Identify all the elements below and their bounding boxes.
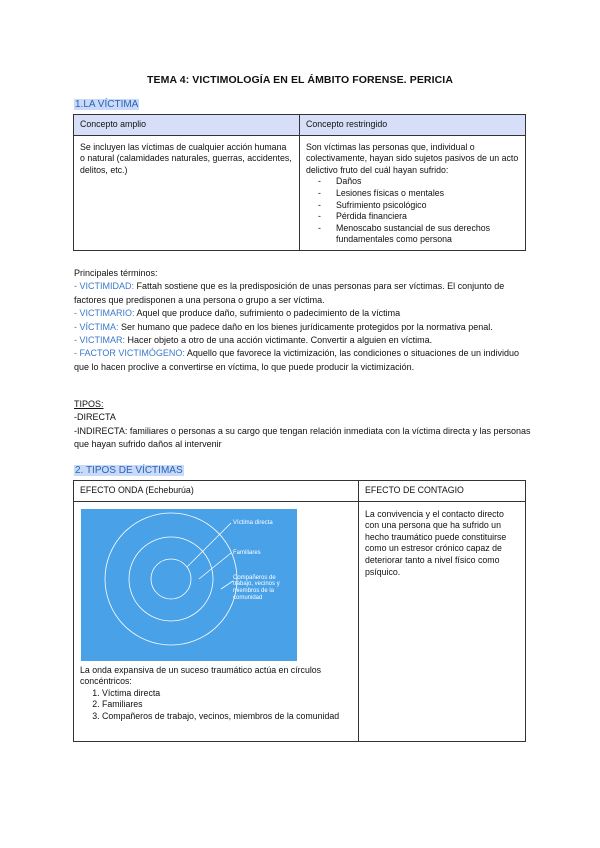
diagram-label-familiares: Familiares <box>233 549 261 556</box>
terms-block <box>74 267 534 374</box>
col-header-efecto-contagio: EFECTO DE CONTAGIO <box>359 481 526 502</box>
term-definition: Hacer objeto a otro de una acción victimante. Convertir a alguien en víctima. <box>125 335 433 346</box>
list-item: 2. Familiares <box>102 699 352 711</box>
section1-heading: 1.LA VÍCTIMA <box>75 99 139 110</box>
concentric-circles-diagram <box>81 509 297 661</box>
term-definition: Aquello que favorece la victimización, las condiciones o situaciones de un individuo que lo hacen proclive a convertirse en víctima, lo que puede producir la victimización. <box>74 348 520 372</box>
term-factor-victimogeno <box>74 347 534 374</box>
term-label: - VICTIMARIO: <box>74 308 135 319</box>
efecto-onda-cell <box>74 501 359 741</box>
section2-heading: 2. TIPOS DE VÍCTIMAS <box>75 465 183 476</box>
list-item: 3. Compañeros de trabajo, vecinos, miembros de la comunidad <box>102 711 352 723</box>
term-definition: Ser humano que padece daño en los bienes jurídicamente protegidos por la normativa penal. <box>118 321 493 332</box>
concepto-restringido-intro: Son víctimas las personas que, individual o colectivamente, hayan sido sujetos pasivos de un acto delictivo fruto del cuál hayan sufrido: <box>306 141 519 175</box>
term-label: - VICTIMIDAD: <box>74 281 134 292</box>
col-header-efecto-onda: EFECTO ONDA (Echeburúa) <box>74 481 359 502</box>
middle-circle <box>129 537 213 621</box>
term-label: - FACTOR VICTIMÓGENO: <box>74 348 185 359</box>
document-title: TEMA 4: VICTIMOLOGÍA EN EL ÁMBITO FORENSE. PERICIA <box>146 74 454 86</box>
tipos-heading: TIPOS: <box>74 399 104 409</box>
list-item: - Sufrimiento psicológico <box>336 200 519 212</box>
ripple-list <box>80 688 352 723</box>
list-item: - Menoscabo sustancial de sus derechos fundamentales como persona <box>336 223 519 246</box>
victim-concept-table <box>73 114 526 251</box>
concepto-restringido-cell <box>300 135 526 250</box>
terms-heading: Principales términos: <box>74 268 158 278</box>
list-item: - Daños <box>336 176 519 188</box>
tipo-indirecta: -INDIRECTA: familiares o personas a su cargo que tengan relación inmediata con la víctima directa y las personas que hayan sufrido daños al intervenir <box>74 425 531 450</box>
list-item: - Lesiones físicas o mentales <box>336 188 519 200</box>
efecto-onda-text: La onda expansiva de un suceso traumático actúa en círculos concéntricos: <box>80 664 322 687</box>
inner-circle <box>151 559 191 599</box>
label-leader-line <box>199 553 231 579</box>
label-leader-line <box>221 581 233 589</box>
victim-types-table <box>73 480 526 742</box>
damage-list <box>306 176 519 246</box>
efecto-contagio-text: La convivencia y el contacto directo con una persona que ha sufrido un hecho traumático puede constituirse como un estresor crónico capaz de deteriorar tanto a nivel físico como psíquico. <box>359 501 526 741</box>
col-header-restringido: Concepto restringido <box>300 115 526 136</box>
term-label: - VICTIMAR: <box>74 335 125 346</box>
col-header-amplio: Concepto amplio <box>74 115 300 136</box>
diagram-label-companeros: Compañeros de trabajo, vecinos y miembros de la comunidad <box>233 574 280 601</box>
tipo-directa: -DIRECTA <box>74 412 116 423</box>
term-definition: Fattah sostiene que es la predisposición de unas personas para ser víctimas. El conjunto de factores que predisponen a una persona o grupo a ser víctima. <box>74 281 505 305</box>
term-victimidad <box>74 280 534 307</box>
term-victimario <box>74 307 534 320</box>
list-item: - Pérdida financiera <box>336 211 519 223</box>
term-label: - VÍCTIMA: <box>74 321 119 332</box>
list-item: 1. Víctima directa <box>102 688 352 700</box>
diagram-label-victima: Víctima directa <box>233 519 273 526</box>
term-victimar <box>74 334 534 347</box>
term-definition: Aquel que produce daño, sufrimiento o padecimiento de la víctima <box>134 308 401 319</box>
tipos-block <box>74 398 544 452</box>
outer-circle <box>105 513 237 645</box>
term-victima <box>74 321 534 334</box>
concepto-amplio-text: Se incluyen las víctimas de cualquier acción humana o natural (calamidades naturales, guerras, accidentes, delitos, etc.) <box>74 135 300 250</box>
